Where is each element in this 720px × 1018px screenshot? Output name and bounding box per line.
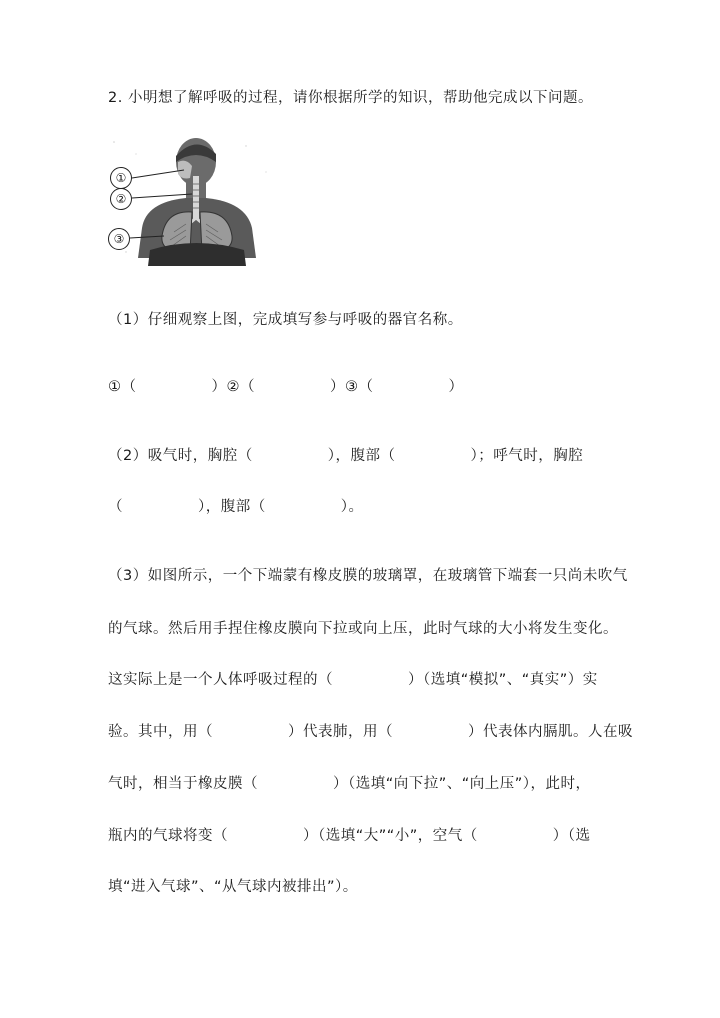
respiratory-system-figure [106,132,278,266]
part2-line-1: （2）吸气时，胸腔（ ），腹部（ ）；呼气时，胸腔 [108,448,584,464]
part1-prompt: （1）仔细观察上图，完成填写参与呼吸的器官名称。 [108,312,463,328]
figure-marker-2: ② [110,188,132,210]
part3-line-6: 瓶内的气球将变（ ）（选填“大”“小”，空气（ ）（选 [108,828,591,844]
part3-line-1: （3）如图所示，一个下端蒙有橡皮膜的玻璃罩，在玻璃管下端套一只尚未吹气 [108,568,628,584]
part3-line-7: 填“进入气球”、“从气球内被排出”）。 [108,879,358,895]
part3-line-3: 这实际上是一个人体呼吸过程的（ ）（选填“模拟”、“真实”）实 [108,672,598,688]
part2-line-2: （ ），腹部（ ）。 [108,499,364,515]
part1-blanks: ①（ ）②（ ）③（ ） [108,379,464,395]
part3-line-5: 气时，相当于橡皮膜（ ）（选填“向下拉”、“向上压”），此时， [108,776,591,792]
part3-line-4: 验。其中，用（ ）代表肺，用（ ）代表体内膈肌。人在吸 [108,724,633,740]
question-title: 2. 小明想了解呼吸的过程，请你根据所学的知识，帮助他完成以下问题。 [108,90,593,106]
figure-marker-3: ③ [108,228,130,250]
figure-marker-1: ① [110,167,132,189]
part3-line-2: 的气球。然后用手捏住橡皮膜向下拉或向上压，此时气球的大小将发生变化。 [108,621,618,637]
